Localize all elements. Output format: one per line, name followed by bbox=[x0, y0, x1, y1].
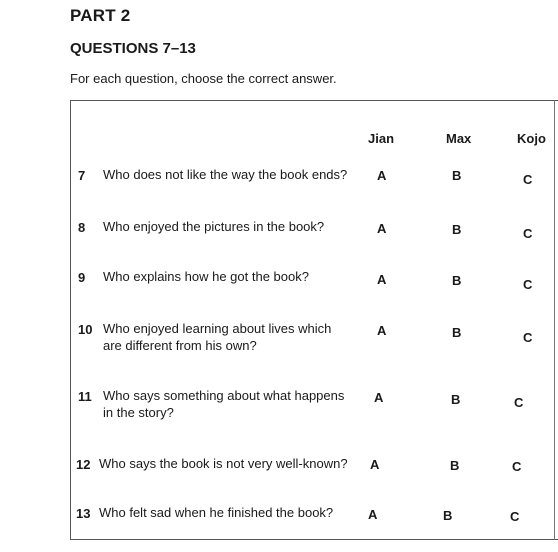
question-number: 10 bbox=[78, 322, 93, 337]
question-number: 11 bbox=[78, 389, 92, 404]
option-b[interactable]: B bbox=[443, 508, 453, 523]
option-a[interactable]: A bbox=[374, 390, 384, 405]
option-a[interactable]: A bbox=[377, 221, 387, 236]
question-number: 13 bbox=[76, 506, 91, 521]
option-a[interactable]: A bbox=[377, 272, 387, 287]
option-c[interactable]: C bbox=[514, 395, 524, 410]
question-number: 9 bbox=[78, 270, 86, 285]
question-text: Who enjoyed learning about lives which are different from his own? bbox=[103, 321, 332, 353]
part-title: PART 2 bbox=[70, 6, 131, 25]
option-b[interactable]: B bbox=[452, 222, 462, 237]
option-b[interactable]: B bbox=[451, 392, 461, 407]
option-b[interactable]: B bbox=[452, 273, 462, 288]
table-right-edge bbox=[554, 100, 555, 540]
option-a[interactable]: A bbox=[370, 457, 380, 472]
column-header-max: Max bbox=[446, 131, 472, 146]
option-b[interactable]: B bbox=[452, 325, 462, 340]
question-number: 12 bbox=[76, 457, 91, 472]
question-number: 8 bbox=[78, 220, 86, 235]
instruction-text: For each question, choose the correct answer. bbox=[70, 71, 337, 86]
column-header-jian: Jian bbox=[368, 131, 395, 146]
option-c[interactable]: C bbox=[510, 509, 520, 524]
option-c[interactable]: C bbox=[523, 277, 533, 292]
question-text: Who says the book is not very well-known? bbox=[99, 456, 348, 471]
option-b[interactable]: B bbox=[450, 458, 460, 473]
column-header-kojo: Kojo bbox=[517, 131, 546, 146]
question-text: Who enjoyed the pictures in the book? bbox=[103, 219, 325, 234]
option-c[interactable]: C bbox=[523, 330, 533, 345]
option-c[interactable]: C bbox=[523, 226, 533, 241]
option-c[interactable]: C bbox=[523, 172, 533, 187]
question-text: Who does not like the way the book ends? bbox=[103, 167, 348, 182]
option-b[interactable]: B bbox=[452, 168, 462, 183]
option-a[interactable]: A bbox=[377, 168, 387, 183]
questions-title: QUESTIONS 7–13 bbox=[70, 40, 196, 57]
option-c[interactable]: C bbox=[512, 459, 522, 474]
option-a[interactable]: A bbox=[368, 507, 378, 522]
question-text: Who says something about what happens in the story? bbox=[103, 388, 345, 420]
option-a[interactable]: A bbox=[377, 323, 387, 338]
question-text: Who felt sad when he finished the book? bbox=[99, 505, 334, 520]
question-text: Who explains how he got the book? bbox=[103, 269, 309, 284]
question-number: 7 bbox=[78, 168, 86, 183]
